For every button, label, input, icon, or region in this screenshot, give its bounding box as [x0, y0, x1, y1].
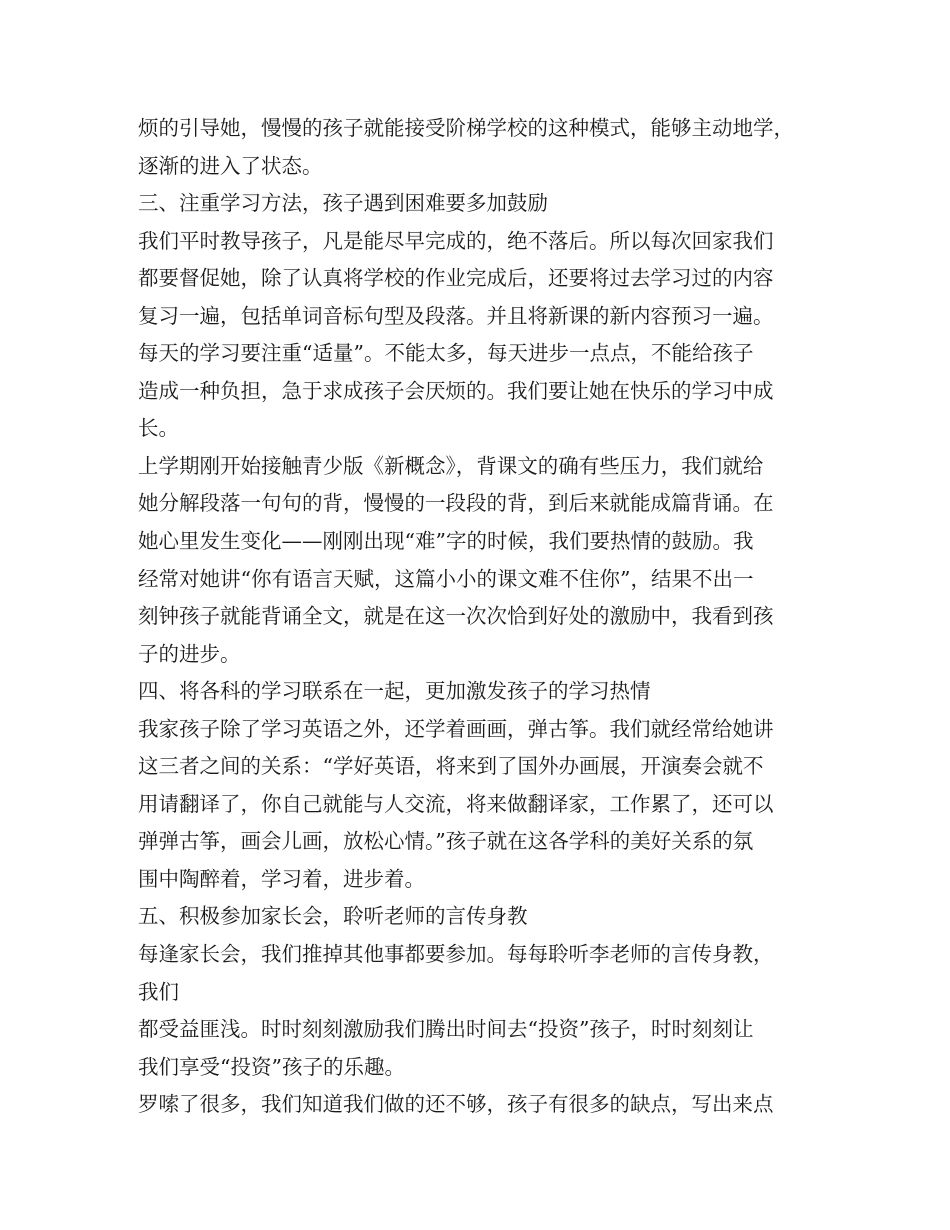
- text-line: 造成一种负担，急于求成孩子会厌烦的。我们要让她在快乐的学习中成: [138, 378, 774, 403]
- text-line: 刻钟孩子就能背诵全文，就是在这一次次恰到好处的激励中，我看到孩: [138, 604, 774, 629]
- text-line: 弹弹古筝，画会儿画，放松心情。”孩子就在这各学科的美好关系的氛: [138, 829, 754, 854]
- text-line: 我们平时教导孩子，凡是能尽早完成的，绝不落后。所以每次回家我们: [138, 228, 774, 253]
- text-line: 上学期刚开始接触青少版《新概念》，背课文的确有些压力，我们就给: [138, 453, 764, 478]
- text-line: 逐渐的进入了状态。: [138, 153, 323, 178]
- text-line: 用请翻译了，你自己就能与人交流，将来做翻译家，工作累了，还可以: [138, 791, 774, 816]
- text-line: 我家孩子除了学习英语之外，还学着画画，弹古筝。我们就经常给她讲: [138, 716, 774, 741]
- text-line: 都要督促她，除了认真将学校的作业完成后，还要将过去学习过的内容: [138, 266, 774, 291]
- text-line: 围中陶醉着，学习着，进步着。: [138, 866, 425, 891]
- text-line: 复习一遍，包括单词音标句型及段落。并且将新课的新内容预习一遍。: [138, 303, 774, 328]
- text-line: 长。: [138, 416, 179, 441]
- text-line: 她心里发生变化——刚刚出现“难”字的时候，我们要热情的鼓励。我: [138, 529, 754, 554]
- text-line: 烦的引导她，慢慢的孩子就能接受阶梯学校的这种模式，能够主动地学，: [138, 116, 794, 140]
- text-line: 我们享受“投资”孩子的乐趣。: [138, 1054, 405, 1079]
- section-heading: 五、积极参加家长会，聆听老师的言传身教: [138, 904, 528, 929]
- section-heading: 三、注重学习方法，孩子遇到困难要多加鼓励: [138, 191, 548, 216]
- text-line: 经常对她讲“你有语言天赋，这篇小小的课文难不住你”，结果不出一: [138, 566, 754, 591]
- text-line: 这三者之间的关系：“学好英语，将来到了国外办画展，开演奏会就不: [138, 754, 764, 779]
- text-line: 每天的学习要注重“适量”。不能太多，每天进步一点点，不能给孩子: [138, 341, 754, 366]
- text-line: 都受益匪浅。时时刻刻激励我们腾出时间去“投资”孩子，时时刻刻让: [138, 1017, 754, 1042]
- text-line: 我们: [138, 979, 179, 1004]
- section-heading: 四、将各科的学习联系在一起，更加激发孩子的学习热情: [138, 679, 651, 704]
- text-line: 子的进步。: [138, 641, 241, 666]
- body-text: [138, 110, 828, 1124]
- text-line: 罗嗦了很多，我们知道我们做的还不够，孩子有很多的缺点，写出来点: [138, 1092, 774, 1117]
- text-line: 每逢家长会，我们推掉其他事都要参加。每每聆听李老师的言传身教，: [138, 942, 774, 967]
- text-line: 她分解段落一句句的背，慢慢的一段段的背，到后来就能成篇背诵。在: [138, 491, 774, 516]
